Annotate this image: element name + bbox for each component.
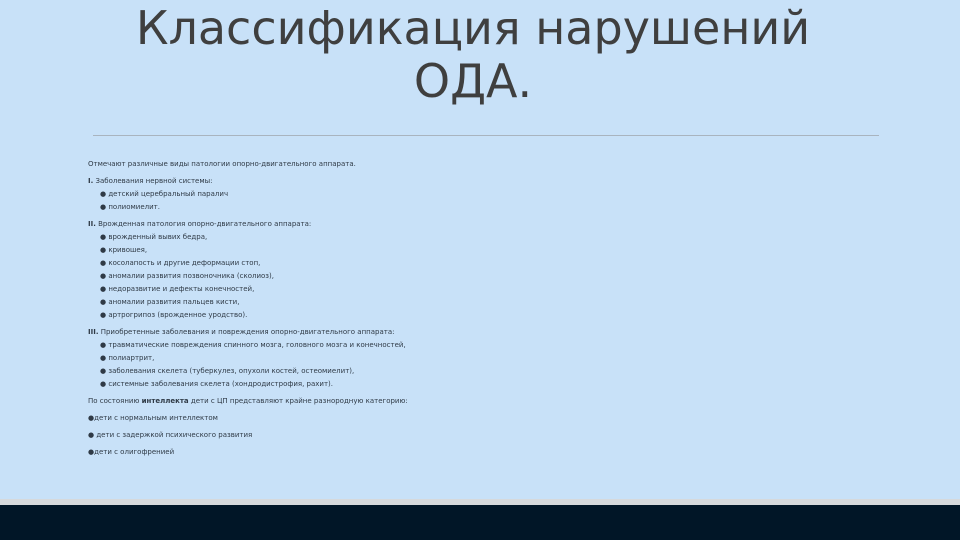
bullet-icon: ● [100, 190, 107, 198]
section-heading-text: Приобретенные заболевания и повреждения опорно-двигательного аппарата: [100, 328, 395, 336]
list-item: ● аномалии развития позвоночника (сколиоз), [100, 272, 274, 280]
list-item: ● врожденный вывих бедра, [100, 233, 208, 241]
list-item: ●дети с олигофренией [88, 448, 175, 456]
list-item: ● заболевания скелета (туберкулез, опухоли костей, остеомиелит), [100, 367, 355, 375]
footer-bar [0, 505, 960, 540]
bullet-icon: ● [100, 367, 107, 375]
list-item: ● дети с задержкой психического развития [88, 431, 253, 439]
bullet-icon: ● [100, 259, 107, 267]
list-item: ● полиомиелит. [100, 203, 160, 211]
section-heading [88, 175, 888, 188]
intro-text: Отмечают различные виды патологии опорно-двигательного аппарата. [88, 160, 356, 168]
title-line-2: ОДА. [413, 54, 533, 109]
list-item: ●дети с нормальным интеллектом [88, 414, 218, 422]
title-divider [93, 135, 879, 136]
list-item: ● кривошея, [100, 246, 148, 254]
bullet-icon: ● [88, 431, 95, 439]
section-heading [88, 218, 888, 231]
bullet-icon: ● [100, 246, 107, 254]
list-item: ● детский церебральный паралич [100, 190, 229, 198]
bullet-icon: ● [100, 233, 107, 241]
bullet-icon: ● [100, 341, 107, 349]
list-item: ● полиартрит, [100, 354, 155, 362]
bullet-icon: ● [88, 414, 95, 422]
list-item: ● системные заболевания скелета (хондродистрофия, рахит). [100, 380, 334, 388]
list-item: ● травматические повреждения спинного мозга, головного мозга и конечностей, [100, 341, 406, 349]
list-item: ● аномалии развития пальцев кисти, [100, 298, 240, 306]
section-heading-text: Врожденная патология опорно-двигательного аппарата: [98, 220, 312, 228]
section-numeral: I. [88, 177, 94, 185]
slide-title [0, 2, 946, 109]
bullet-icon: ● [100, 298, 107, 306]
bullet-icon: ● [88, 448, 95, 456]
bullet-icon: ● [100, 354, 107, 362]
bullet-icon: ● [100, 380, 107, 388]
section-heading [88, 326, 888, 339]
bullet-icon: ● [100, 311, 107, 319]
section-numeral: II. [88, 220, 96, 228]
bullet-icon: ● [100, 203, 107, 211]
bullet-icon: ● [100, 285, 107, 293]
section-heading-text: Заболевания нервной системы: [95, 177, 213, 185]
slide-body [88, 158, 888, 459]
title-line-1: Классификация нарушений [135, 1, 811, 55]
section-numeral: III. [88, 328, 99, 336]
bullet-icon: ● [100, 272, 107, 280]
list-item: ● косолапость и другие деформации стоп, [100, 259, 261, 267]
intellect-keyword: интеллекта [141, 397, 189, 405]
intellect-paragraph: По состоянию интеллекта дети с ЦП представляют крайне разнородную категорию: [88, 397, 408, 405]
list-item: ● недоразвитие и дефекты конечностей, [100, 285, 255, 293]
list-item: ● артрогрипоз (врожденное уродство). [100, 311, 248, 319]
